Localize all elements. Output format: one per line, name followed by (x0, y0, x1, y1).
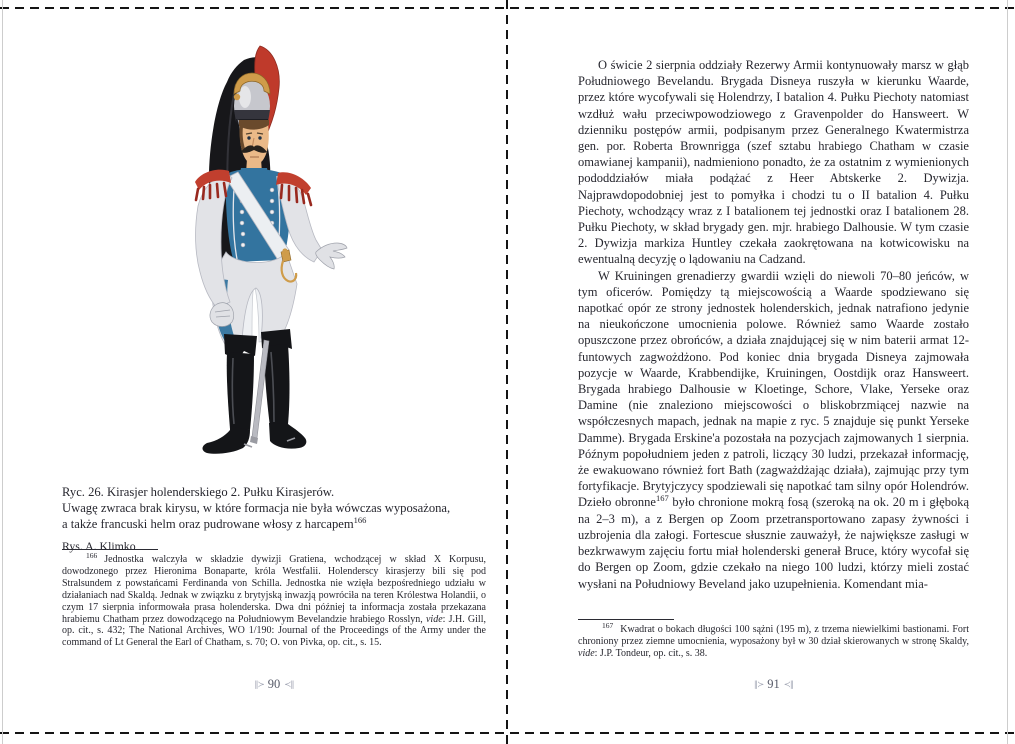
helmet-rosette (234, 94, 240, 100)
footnote-rule-right (578, 619, 674, 620)
caption-line-1: Ryc. 26. Kirasjer holenderskiego 2. Pułku Kirasjerów. (62, 485, 335, 499)
paragraph-2-after-ref: było chronione mokrą fosą (szeroką na ok. 20 m i głęboką na 2–3 m), a z Bergen op Zoom przetransportowano zapasy żywności i uzbrojenia dla załogi. Fortescue słusznie zauważył, że największe zasługi w bezkrwawym zajęciu fortu miał holenderski generał Bruce, który wycofał się do Bergen op Zoom, gdzie czekało na niego 100 ludzi, którzy mieli zostać wysłani na Południowy Beveland jako uzupełnienia. Komendant mia- (578, 495, 969, 591)
caption-line-3 (62, 516, 486, 532)
page-number-right (578, 677, 969, 692)
page-number-ornament-close: ≺∥ (284, 680, 294, 690)
body-paragraph-2 (578, 268, 969, 592)
fist (210, 303, 234, 327)
footnote-166-text (62, 550, 486, 649)
helmet-highlight (239, 86, 251, 108)
footnote-167-sources: : J.P. Tondeur, op. cit., s. 38. (594, 647, 708, 659)
body-paragraph-1: O świcie 2 sierpnia oddziały Rezerwy Armii kontynuowały marsz w głąb Południowego Bevelandu. Brygada Disneya ruszyła w kierunku Waarde, przez które wycofywali się Holendrzy, I batalion 4. Pułku Piechoty natomiast wzdłuż wału przeciwpowodziowego z Gravenpolder do Hansweert. W dzienniku postępów armii, podpisanym przez Generalnego Kwatermistrza gen. por. Roberta Brownrigga (szef sztabu hrabiego Chatham w czasie omawianej kampanii), nadmieniono ponadto, że za ostatnim z wymienionych pododdziałów miała podążać z Heer Abtskerke 2. Dywizja. Najprawdopodobniej jest to pomyłka i chodzi tu o II batalion 4. Pułku Piechoty, wchodzący wraz z I batalionem tej jednostki oraz I batalionem 28. Pułku Piechoty, w skład brygady gen. mjr. hrabiego Dalhousie. W tym czasie 2. Dywizja markiza Huntley czekała zaokrętowana na kotwicowisku na ewentualną decyzję o lądowaniu na Cadzand. (578, 58, 969, 267)
footnote-166-body: Jednostka walczyła w składzie dywizji Gratiena, wchodzącej w skład X Korpusu, dowodzonego przez Hieronima Bonaparte, króla Westfalii. Holenderscy kirasjerzy bili się pod Stralsundem z powstańcami Ferdinanda von Schilla. Jednostka nie wzięła bezpośredniego udziału w działaniach nad Skaldą. Jednak w związku z brytyjską inwazją powróciła na teren Królestwa Holandii, o czym 17 sierpnia informowała prasa holenderska. Dwa dni później ta informacja została przekazana hrabiemu Chatham przez dowodzącego na Południowym Bevelandzie hrabiego Rosslyn, (62, 554, 486, 625)
footnote-167-text (578, 620, 969, 660)
paragraph-2-footnote-ref: 167 (655, 493, 669, 504)
caption-footnote-ref: 166 (353, 515, 367, 526)
figure-caption (62, 484, 486, 554)
caption-line-2: Uwagę zwraca brak kirysu, w które formacja nie była wówczas wyposażona, (62, 501, 451, 516)
boot-left (203, 334, 258, 454)
footnote-167 (578, 619, 969, 660)
cuirassier-illustration (140, 40, 400, 480)
page-number-ornament-close: ≺∥ (783, 680, 794, 690)
footnote-166-vide: vide (425, 613, 443, 625)
caption-line-3-text: a także francuski helm oraz pudrowane włosy z harcapem (62, 517, 354, 532)
footnote-167-marker: 167 (602, 620, 614, 630)
page-number-ornament-open: ∥≻ (254, 680, 264, 690)
footnote-166 (62, 549, 486, 649)
page-number-ornament-open: ∥≻ (753, 680, 764, 690)
footnote-166-sources: : J.H. Gill, op. cit., s. 432; The National Archives, WO 1/190: Journal of the Proceedings of the Army under the command of Lt General the Earl of Chatham, s. 70; O. von Pivka, op. cit., s. 15. (62, 613, 486, 649)
page-number-right-value: 91 (767, 677, 780, 691)
footnote-167-vide: vide (578, 647, 595, 659)
figure-credit: Rys. A. Klimko (62, 538, 136, 553)
footnote-rule-left (62, 549, 158, 550)
page-left (0, 0, 507, 744)
body-text (578, 57, 969, 617)
page-number-left (62, 677, 486, 692)
footnote-166-marker: 166 (86, 550, 98, 560)
eye-left (247, 136, 250, 139)
paragraph-2-before-ref: W Kruiningen grenadierzy gwardii wzięli do niewoli 70–80 jeńców, w tym oficerów. Pomiędzy tą miejscowością a Waarde spodziewano się napotkać opór ze strony jednostek holenderskich, jednak natrafiono jedynie na nieukończone umocnienia polowe. Również samo Waarde zostało opuszczone przez obrońców, a działa znajdującej się w nim baterii armat 12-funtowych zagwożdżono. Pod koniec dnia brygada Disneya zajmowała pozycje w Waarde, Krabbendijke, Kruiningen, Oostdijk oraz Hansweert. Brygada hrabiego Dalhousie w Kloetinge, Schore, Vlake, Yerseke oraz Damine (nie znaleziono miejscowości o bliskobrzmiącej nazwie na współczesnych mapach, jednak na mapie z ryc. 5 znajduje się punkt Yerseke Damme). Brygada Erskine'a pozostała na pozycjach zajmowanych 1 sierpnia. Późnym popołudniem jeden z patroli, liczący 30 ludzi, przekazał informację, że ewakuowano również fort Bath (zagważdżając działa), zajmując przy tym fortyfikacje. Brytyjczycy spodziewali się napotkać tam silny opór Holendrów. Dzieło obronne (578, 268, 969, 510)
footnote-167-body: Kwadrat o bokach długości 100 sążni (195 m), z trzema niewielkimi bastionami. Fort chroniony przez ziemne umocnienia, wyposażony był w 30 dział skierowanych w stronę Skaldy, (578, 624, 969, 647)
page-right (507, 0, 1015, 744)
eye-right (258, 136, 261, 139)
page-number-left-value: 90 (267, 677, 281, 691)
